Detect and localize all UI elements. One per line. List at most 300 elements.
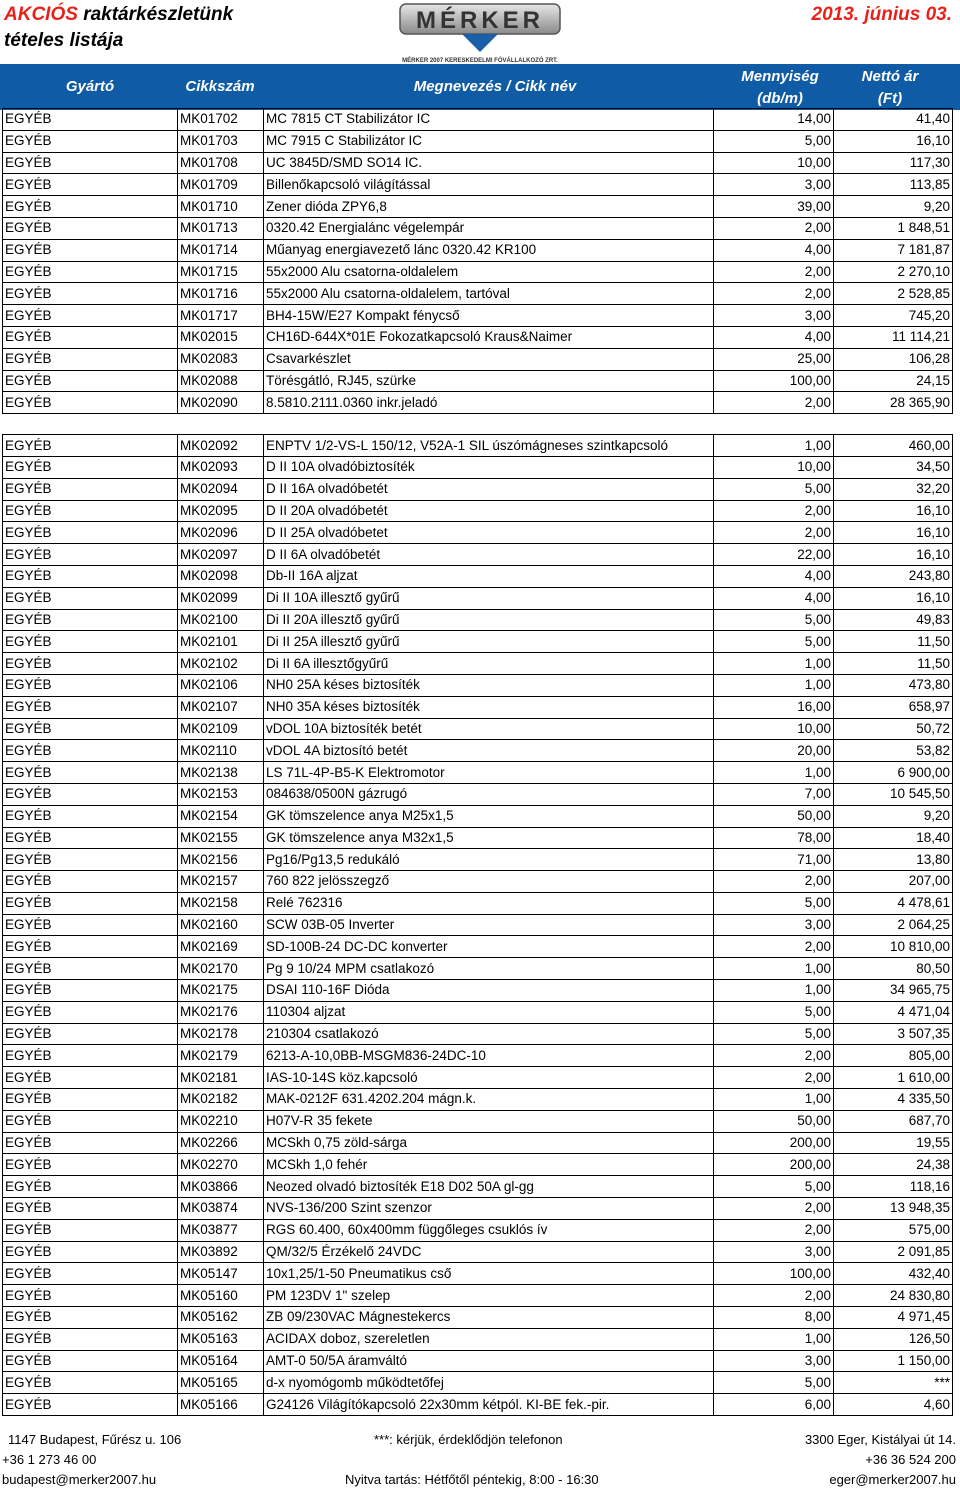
cell-code: MK02095 xyxy=(178,500,264,522)
cell-name: MCSkh 0,75 zöld-sárga xyxy=(264,1132,714,1154)
cell-maker: EGYÉB xyxy=(3,762,178,784)
table-row xyxy=(3,827,953,849)
cell-maker: EGYÉB xyxy=(3,1154,178,1176)
cell-name: QM/32/5 Érzékelő 24VDC xyxy=(264,1241,714,1263)
cell-name: AMT-0 50/5A áramváltó xyxy=(264,1350,714,1372)
cell-code: MK01717 xyxy=(178,305,264,327)
cell-price: 575,00 xyxy=(834,1219,953,1241)
cell-maker: EGYÉB xyxy=(3,1198,178,1220)
cell-maker: EGYÉB xyxy=(3,805,178,827)
cell-maker: EGYÉB xyxy=(3,1241,178,1263)
cell-maker: EGYÉB xyxy=(3,1067,178,1089)
cell-name: DSAI 110-16F Dióda xyxy=(264,980,714,1002)
cell-qty: 1,00 xyxy=(714,958,834,980)
cell-code: MK02156 xyxy=(178,849,264,871)
cell-name: 760 822 jelösszegző xyxy=(264,871,714,893)
cell-name: 084638/0500N gázrugó xyxy=(264,783,714,805)
cell-name: vDOL 4A biztosító betét xyxy=(264,740,714,762)
table-row xyxy=(3,892,953,914)
table-row xyxy=(3,1176,953,1198)
table-row xyxy=(3,435,953,457)
cell-qty: 2,00 xyxy=(714,871,834,893)
cell-code: MK02182 xyxy=(178,1089,264,1111)
table-row xyxy=(3,348,953,370)
cell-name: 210304 csatlakozó xyxy=(264,1023,714,1045)
cell-code: MK01715 xyxy=(178,261,264,283)
cell-name: 55x2000 Alu csatorna-oldalelem, tartóval xyxy=(264,283,714,305)
table-row xyxy=(3,1241,953,1263)
cell-maker: EGYÉB xyxy=(3,522,178,544)
footer-hours: Nyitva tartás: Hétfőtől péntekig, 8:00 - 16:30 xyxy=(345,1472,599,1487)
cell-code: MK02083 xyxy=(178,348,264,370)
cell-qty: 200,00 xyxy=(714,1132,834,1154)
cell-qty: 2,00 xyxy=(714,522,834,544)
cell-qty: 3,00 xyxy=(714,305,834,327)
cell-maker: EGYÉB xyxy=(3,980,178,1002)
cell-code: MK03892 xyxy=(178,1241,264,1263)
cell-name: NH0 35A késes biztosíték xyxy=(264,696,714,718)
cell-price: 745,20 xyxy=(834,305,953,327)
cell-price: 473,80 xyxy=(834,674,953,696)
cell-name: D II 16A olvadóbetét xyxy=(264,478,714,500)
cell-code: MK05160 xyxy=(178,1285,264,1307)
cell-name: H07V-R 35 fekete xyxy=(264,1110,714,1132)
footer-note: ***: kérjük, érdeklődjön telefonon xyxy=(374,1432,563,1447)
column-code: Cikkszám xyxy=(185,78,255,95)
cell-qty: 1,00 xyxy=(714,674,834,696)
table-row xyxy=(3,609,953,631)
cell-qty: 3,00 xyxy=(714,1350,834,1372)
cell-code: MK03866 xyxy=(178,1176,264,1198)
footer-address-right: 3300 Eger, Kistályai út 14. xyxy=(804,1432,956,1447)
column-qty-unit: (db/m) xyxy=(757,90,803,107)
table-row xyxy=(3,1394,953,1416)
cell-maker: EGYÉB xyxy=(3,1023,178,1045)
cell-maker: EGYÉB xyxy=(3,1045,178,1067)
cell-name: 8.5810.2111.0360 inkr.jeladó xyxy=(264,392,714,414)
cell-qty: 25,00 xyxy=(714,348,834,370)
cell-code: MK01716 xyxy=(178,283,264,305)
cell-code: MK02110 xyxy=(178,740,264,762)
table-row xyxy=(3,500,953,522)
title-line2: tételes listája xyxy=(4,30,124,51)
cell-price: 113,85 xyxy=(834,174,953,196)
cell-code: MK02160 xyxy=(178,914,264,936)
cell-qty: 2,00 xyxy=(714,392,834,414)
cell-maker: EGYÉB xyxy=(3,370,178,392)
cell-qty: 1,00 xyxy=(714,1089,834,1111)
cell-maker: EGYÉB xyxy=(3,196,178,218)
cell-price: 2 064,25 xyxy=(834,914,953,936)
cell-qty: 6,00 xyxy=(714,1394,834,1416)
cell-code: MK02094 xyxy=(178,478,264,500)
cell-code: MK02100 xyxy=(178,609,264,631)
cell-price: 10 545,50 xyxy=(834,783,953,805)
column-qty: Mennyiség xyxy=(741,68,819,85)
cell-maker: EGYÉB xyxy=(3,283,178,305)
table-row xyxy=(3,849,953,871)
table-row xyxy=(3,958,953,980)
cell-qty: 10,00 xyxy=(714,152,834,174)
cell-name: D II 10A olvadóbiztosíték xyxy=(264,456,714,478)
cell-name: CH16D-644X*01E Fokozatkapcsoló Kraus&Naimer xyxy=(264,326,714,348)
cell-qty: 3,00 xyxy=(714,174,834,196)
table-row xyxy=(3,1045,953,1067)
table-row xyxy=(3,674,953,696)
cell-maker: EGYÉB xyxy=(3,1001,178,1023)
cell-qty: 2,00 xyxy=(714,261,834,283)
cell-name: Műanyag energiavezető lánc 0320.42 KR100 xyxy=(264,239,714,261)
cell-name: BH4-15W/E27 Kompakt fénycső xyxy=(264,305,714,327)
cell-maker: EGYÉB xyxy=(3,718,178,740)
cell-price: 24,38 xyxy=(834,1154,953,1176)
cell-code: MK02157 xyxy=(178,871,264,893)
cell-code: MK03877 xyxy=(178,1219,264,1241)
table-row xyxy=(3,631,953,653)
cell-price: 53,82 xyxy=(834,740,953,762)
table-row xyxy=(3,174,953,196)
cell-code: MK05163 xyxy=(178,1328,264,1350)
document-title xyxy=(4,2,233,54)
cell-maker: EGYÉB xyxy=(3,827,178,849)
cell-name: GK tömszelence anya M25x1,5 xyxy=(264,805,714,827)
cell-code: MK05147 xyxy=(178,1263,264,1285)
cell-price: 50,72 xyxy=(834,718,953,740)
table-row xyxy=(3,1132,953,1154)
table-row xyxy=(3,1154,953,1176)
cell-code: MK02097 xyxy=(178,544,264,566)
cell-name: D II 6A olvadóbetét xyxy=(264,544,714,566)
cell-name: Csavarkészlet xyxy=(264,348,714,370)
cell-qty: 5,00 xyxy=(714,1001,834,1023)
cell-maker: EGYÉB xyxy=(3,1089,178,1111)
table-row xyxy=(3,740,953,762)
cell-price: 4,60 xyxy=(834,1394,953,1416)
table-row xyxy=(3,544,953,566)
cell-qty: 2,00 xyxy=(714,1045,834,1067)
table-spacer-row xyxy=(3,414,953,435)
cell-maker: EGYÉB xyxy=(3,109,178,131)
table-row xyxy=(3,1307,953,1329)
column-price: Nettó ár xyxy=(861,68,919,85)
footer-email-left: budapest@merker2007.hu xyxy=(2,1472,157,1487)
cell-name: ZB 09/230VAC Mágnestekercs xyxy=(264,1307,714,1329)
cell-name: LS 71L-4P-B5-K Elektromotor xyxy=(264,762,714,784)
table-row xyxy=(3,261,953,283)
cell-price: 49,83 xyxy=(834,609,953,631)
cell-price: 11,50 xyxy=(834,631,953,653)
cell-code: MK02088 xyxy=(178,370,264,392)
cell-name: PM 123DV 1" szelep xyxy=(264,1285,714,1307)
table-row xyxy=(3,1001,953,1023)
table-row xyxy=(3,1219,953,1241)
cell-maker: EGYÉB xyxy=(3,130,178,152)
cell-name: d-x nyomógomb működtetőfej xyxy=(264,1372,714,1394)
cell-name: ACIDAX doboz, szereletlen xyxy=(264,1328,714,1350)
cell-qty: 2,00 xyxy=(714,1198,834,1220)
cell-maker: EGYÉB xyxy=(3,871,178,893)
cell-price: 16,10 xyxy=(834,544,953,566)
table-row xyxy=(3,305,953,327)
cell-name: 0320.42 Energialánc végelempár xyxy=(264,217,714,239)
cell-qty: 39,00 xyxy=(714,196,834,218)
cell-code: MK05162 xyxy=(178,1307,264,1329)
cell-qty: 5,00 xyxy=(714,478,834,500)
cell-maker: EGYÉB xyxy=(3,348,178,370)
table-row xyxy=(3,762,953,784)
cell-code: MK02155 xyxy=(178,827,264,849)
cell-name: SD-100B-24 DC-DC konverter xyxy=(264,936,714,958)
cell-name: Db-II 16A aljzat xyxy=(264,565,714,587)
cell-maker: EGYÉB xyxy=(3,1372,178,1394)
cell-maker: EGYÉB xyxy=(3,1307,178,1329)
cell-maker: EGYÉB xyxy=(3,326,178,348)
cell-price: 432,40 xyxy=(834,1263,953,1285)
cell-qty: 5,00 xyxy=(714,1023,834,1045)
cell-name: Törésgátló, RJ45, szürke xyxy=(264,370,714,392)
cell-qty: 50,00 xyxy=(714,805,834,827)
table-row xyxy=(3,1067,953,1089)
cell-name: GK tömszelence anya M32x1,5 xyxy=(264,827,714,849)
cell-price: 13 948,35 xyxy=(834,1198,953,1220)
cell-maker: EGYÉB xyxy=(3,565,178,587)
cell-code: MK02210 xyxy=(178,1110,264,1132)
cell-maker: EGYÉB xyxy=(3,152,178,174)
svg-text:MÉRKER: MÉRKER xyxy=(415,7,545,34)
table-row xyxy=(3,565,953,587)
cell-price: 4 478,61 xyxy=(834,892,953,914)
cell-qty: 78,00 xyxy=(714,827,834,849)
cell-price: 24,15 xyxy=(834,370,953,392)
cell-price: 18,40 xyxy=(834,827,953,849)
table-row xyxy=(3,196,953,218)
cell-price: 2 528,85 xyxy=(834,283,953,305)
cell-code: MK02106 xyxy=(178,674,264,696)
cell-price: 16,10 xyxy=(834,522,953,544)
table-row xyxy=(3,1328,953,1350)
cell-maker: EGYÉB xyxy=(3,174,178,196)
table-row xyxy=(3,109,953,131)
table-row xyxy=(3,1110,953,1132)
cell-qty: 5,00 xyxy=(714,609,834,631)
cell-price: 11,50 xyxy=(834,653,953,675)
cell-code: MK02170 xyxy=(178,958,264,980)
cell-qty: 4,00 xyxy=(714,565,834,587)
cell-price: 7 181,87 xyxy=(834,239,953,261)
cell-code: MK02158 xyxy=(178,892,264,914)
cell-qty: 5,00 xyxy=(714,130,834,152)
table-row xyxy=(3,1372,953,1394)
cell-maker: EGYÉB xyxy=(3,1328,178,1350)
cell-qty: 3,00 xyxy=(714,1241,834,1263)
table-row xyxy=(3,522,953,544)
cell-price: 805,00 xyxy=(834,1045,953,1067)
cell-name: G24126 Világítókapcsoló 22x30mm kétpól. KI-BE fek.-pir. xyxy=(264,1394,714,1416)
cell-name: ENPTV 1/2-VS-L 150/12, V52A-1 SIL úszómágneses szintkapcsoló xyxy=(264,435,714,457)
cell-qty: 2,00 xyxy=(714,283,834,305)
cell-maker: EGYÉB xyxy=(3,653,178,675)
product-table xyxy=(2,108,953,1416)
cell-price: 243,80 xyxy=(834,565,953,587)
cell-price: 3 507,35 xyxy=(834,1023,953,1045)
cell-name: MCSkh 1,0 fehér xyxy=(264,1154,714,1176)
column-maker: Gyártó xyxy=(65,78,115,95)
table-row xyxy=(3,914,953,936)
footer-address-left: 1147 Budapest, Fűrész u. 106 xyxy=(8,1432,182,1447)
cell-qty: 7,00 xyxy=(714,783,834,805)
cell-code: MK01703 xyxy=(178,130,264,152)
company-logo xyxy=(396,0,566,66)
cell-code: MK02101 xyxy=(178,631,264,653)
cell-qty: 10,00 xyxy=(714,718,834,740)
cell-code: MK02090 xyxy=(178,392,264,414)
cell-price: 2 091,85 xyxy=(834,1241,953,1263)
cell-qty: 2,00 xyxy=(714,1285,834,1307)
cell-qty: 8,00 xyxy=(714,1307,834,1329)
cell-price: 460,00 xyxy=(834,435,953,457)
cell-name: Pg16/Pg13,5 redukáló xyxy=(264,849,714,871)
table-row xyxy=(3,130,953,152)
cell-name: Neozed olvadó biztosíték E18 D02 50A gl-gg xyxy=(264,1176,714,1198)
cell-maker: EGYÉB xyxy=(3,392,178,414)
cell-name: RGS 60.400, 60x400mm függőleges csuklós ív xyxy=(264,1219,714,1241)
table-row xyxy=(3,456,953,478)
cell-qty: 5,00 xyxy=(714,631,834,653)
cell-name: Di II 25A illesztő gyűrű xyxy=(264,631,714,653)
cell-price: 126,50 xyxy=(834,1328,953,1350)
cell-maker: EGYÉB xyxy=(3,261,178,283)
cell-name: vDOL 10A biztosíték betét xyxy=(264,718,714,740)
cell-maker: EGYÉB xyxy=(3,631,178,653)
cell-qty: 14,00 xyxy=(714,109,834,131)
table-row xyxy=(3,1198,953,1220)
cell-name: UC 3845D/SMD SO14 IC. xyxy=(264,152,714,174)
cell-price: 41,40 xyxy=(834,109,953,131)
cell-maker: EGYÉB xyxy=(3,1263,178,1285)
cell-price: 117,30 xyxy=(834,152,953,174)
column-price-unit: (Ft) xyxy=(877,90,903,107)
cell-code: MK02178 xyxy=(178,1023,264,1045)
table-row xyxy=(3,478,953,500)
footer-phone-left: +36 1 273 46 00 xyxy=(2,1452,97,1467)
cell-qty: 2,00 xyxy=(714,1067,834,1089)
cell-price: 658,97 xyxy=(834,696,953,718)
table-row xyxy=(3,152,953,174)
title-highlight: AKCIÓS xyxy=(4,4,78,25)
cell-name: 6213-A-10,0BB-MSGM836-24DC-10 xyxy=(264,1045,714,1067)
cell-name: Pg 9 10/24 MPM csatlakozó xyxy=(264,958,714,980)
cell-price: 19,55 xyxy=(834,1132,953,1154)
table-row xyxy=(3,217,953,239)
cell-code: MK02270 xyxy=(178,1154,264,1176)
cell-maker: EGYÉB xyxy=(3,305,178,327)
table-row xyxy=(3,936,953,958)
table-row xyxy=(3,1350,953,1372)
cell-maker: EGYÉB xyxy=(3,1176,178,1198)
title-main: raktárkészletünk xyxy=(83,4,234,25)
table-row xyxy=(3,653,953,675)
cell-price: 4 471,04 xyxy=(834,1001,953,1023)
cell-price: 687,70 xyxy=(834,1110,953,1132)
cell-name: D II 25A olvadóbetet xyxy=(264,522,714,544)
cell-qty: 1,00 xyxy=(714,1328,834,1350)
cell-qty: 2,00 xyxy=(714,936,834,958)
column-header-bar xyxy=(0,64,960,110)
cell-code: MK02096 xyxy=(178,522,264,544)
cell-maker: EGYÉB xyxy=(3,500,178,522)
cell-code: MK05165 xyxy=(178,1372,264,1394)
cell-price: 34 965,75 xyxy=(834,980,953,1002)
cell-name: IAS-10-14S köz.kapcsoló xyxy=(264,1067,714,1089)
cell-price: 34,50 xyxy=(834,456,953,478)
cell-code: MK02179 xyxy=(178,1045,264,1067)
cell-price: 32,20 xyxy=(834,478,953,500)
cell-qty: 5,00 xyxy=(714,1176,834,1198)
cell-price: 2 270,10 xyxy=(834,261,953,283)
table-row xyxy=(3,1285,953,1307)
table-row xyxy=(3,370,953,392)
cell-price: 28 365,90 xyxy=(834,392,953,414)
table-row xyxy=(3,696,953,718)
cell-qty: 4,00 xyxy=(714,239,834,261)
cell-price: 10 810,00 xyxy=(834,936,953,958)
column-name: Megnevezés / Cikk név xyxy=(413,78,577,95)
cell-price: 13,80 xyxy=(834,849,953,871)
cell-maker: EGYÉB xyxy=(3,217,178,239)
cell-code: MK02092 xyxy=(178,435,264,457)
cell-qty: 10,00 xyxy=(714,456,834,478)
cell-code: MK02099 xyxy=(178,587,264,609)
cell-code: MK02102 xyxy=(178,653,264,675)
cell-price: 9,20 xyxy=(834,196,953,218)
cell-code: MK02015 xyxy=(178,326,264,348)
cell-price: 9,20 xyxy=(834,805,953,827)
cell-qty: 22,00 xyxy=(714,544,834,566)
cell-price: 80,50 xyxy=(834,958,953,980)
cell-price: 106,28 xyxy=(834,348,953,370)
cell-price: 1 848,51 xyxy=(834,217,953,239)
cell-name: 10x1,25/1-50 Pneumatikus cső xyxy=(264,1263,714,1285)
cell-code: MK02176 xyxy=(178,1001,264,1023)
cell-price: 16,10 xyxy=(834,587,953,609)
cell-price: 4 971,45 xyxy=(834,1307,953,1329)
cell-maker: EGYÉB xyxy=(3,936,178,958)
cell-price: 6 900,00 xyxy=(834,762,953,784)
cell-maker: EGYÉB xyxy=(3,1285,178,1307)
cell-code: MK05166 xyxy=(178,1394,264,1416)
cell-code: MK02098 xyxy=(178,565,264,587)
cell-code: MK01708 xyxy=(178,152,264,174)
cell-code: MK01710 xyxy=(178,196,264,218)
cell-maker: EGYÉB xyxy=(3,544,178,566)
cell-price: 16,10 xyxy=(834,500,953,522)
cell-code: MK01713 xyxy=(178,217,264,239)
cell-maker: EGYÉB xyxy=(3,587,178,609)
document-date: 2013. június 03. xyxy=(811,4,952,25)
cell-code: MK02107 xyxy=(178,696,264,718)
cell-price: 1 150,00 xyxy=(834,1350,953,1372)
table-row xyxy=(3,871,953,893)
cell-qty: 4,00 xyxy=(714,587,834,609)
cell-code: MK02169 xyxy=(178,936,264,958)
table-row xyxy=(3,1263,953,1285)
cell-qty: 1,00 xyxy=(714,435,834,457)
cell-maker: EGYÉB xyxy=(3,609,178,631)
cell-name: 55x2000 Alu csatorna-oldalelem xyxy=(264,261,714,283)
cell-qty: 2,00 xyxy=(714,1219,834,1241)
cell-name: NVS-136/200 Szint szenzor xyxy=(264,1198,714,1220)
cell-price: 118,16 xyxy=(834,1176,953,1198)
